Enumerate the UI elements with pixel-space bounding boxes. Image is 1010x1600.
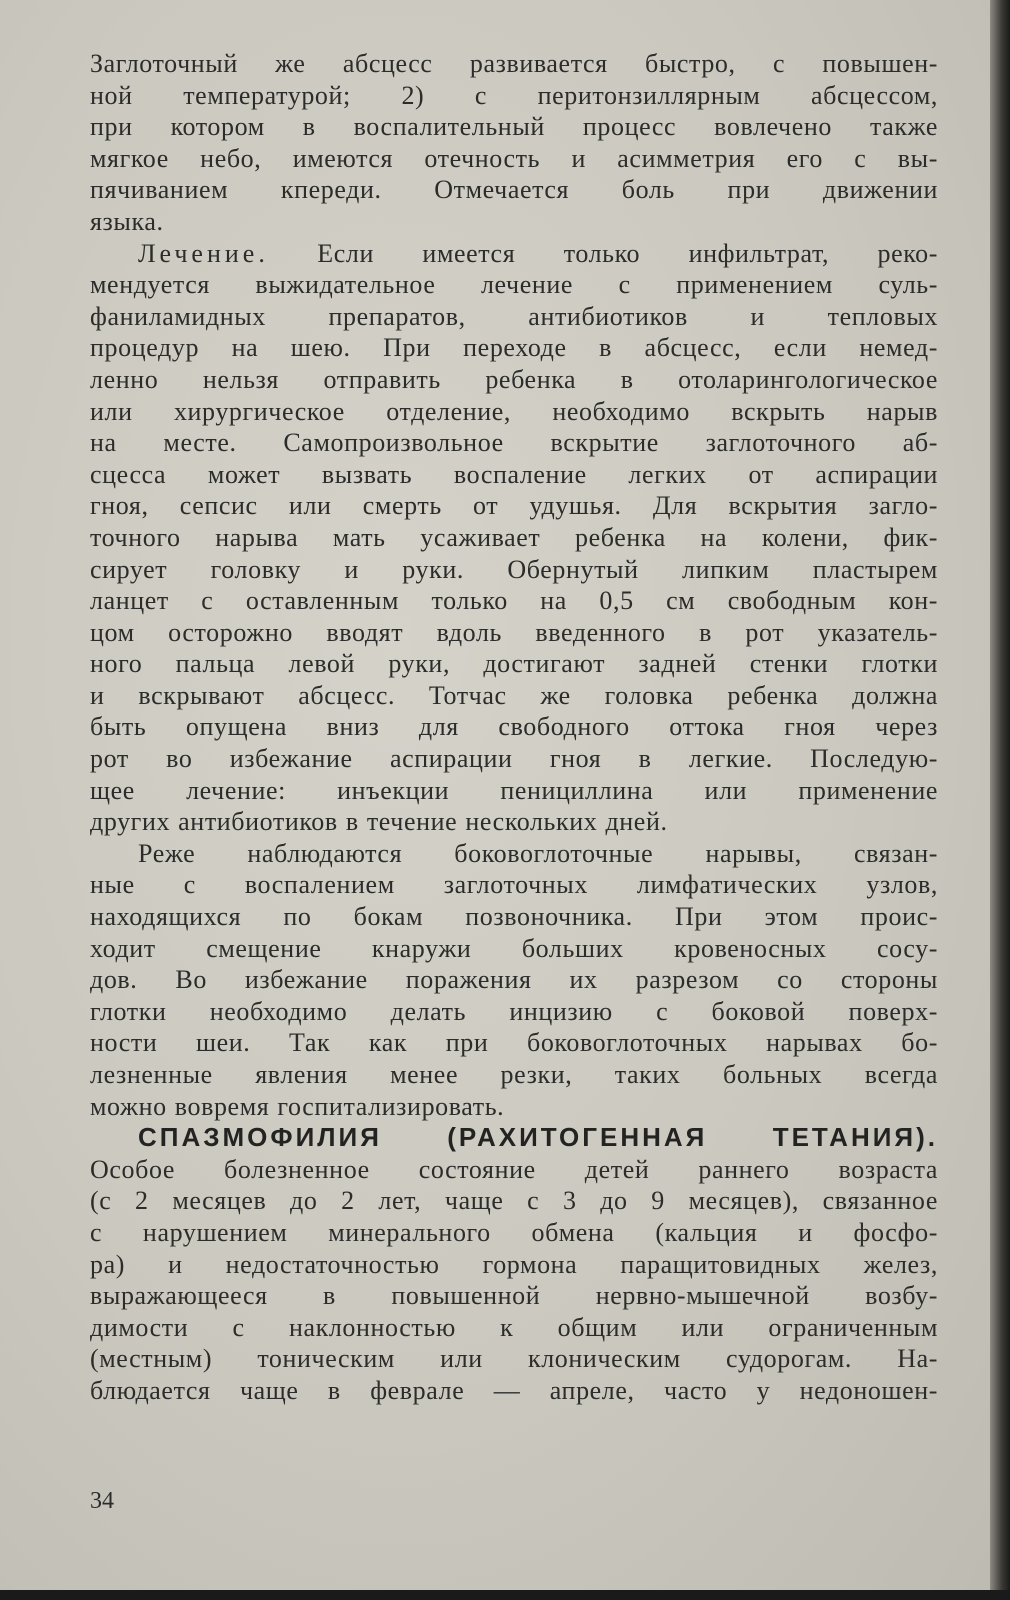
line-text: щее лечение: инъекции пенициллина или применение xyxy=(90,775,938,805)
section-heading: СПАЗМОФИЛИЯ (РАХИТОГЕННАЯ ТЕТАНИЯ). xyxy=(138,1122,938,1153)
text-line xyxy=(90,933,938,965)
text-line xyxy=(90,901,938,933)
line-text: пячиванием кпереди. Отмечается боль при движении xyxy=(90,175,938,205)
text-line xyxy=(90,1185,938,1217)
text-line xyxy=(90,111,938,143)
line-text: (с 2 месяцев до 2 лет, чаще с 3 до 9 месяцев), связанное xyxy=(90,1186,938,1216)
section-heading-line xyxy=(90,1122,938,1154)
text-line xyxy=(90,1343,938,1375)
text-line xyxy=(90,269,938,301)
text-line xyxy=(90,364,938,396)
line-text: мягкое небо, имеются отечность и асимметрия его с вы- xyxy=(90,143,938,173)
text-line xyxy=(90,711,938,743)
text-line xyxy=(90,743,938,775)
line-text: ной температурой; 2) с перитонзиллярным абсцессом, xyxy=(90,80,938,110)
text-line xyxy=(90,838,938,870)
text-line xyxy=(90,238,938,270)
text-line xyxy=(90,396,938,428)
line-text: с нарушением минерального обмена (кальция и фосфо- xyxy=(90,1217,938,1247)
text-line xyxy=(90,1312,938,1344)
text-line xyxy=(90,1027,938,1059)
line-text: димости с наклонностью к общим или ограниченным xyxy=(90,1312,938,1342)
line-text: процедур на шею. При переходе в абсцесс, если немед- xyxy=(90,333,938,363)
line-text: при котором в воспалительный процесс вовлечено также xyxy=(90,112,938,142)
text-line xyxy=(90,1280,938,1312)
line-text: можно вовремя госпитализировать. xyxy=(90,1091,505,1121)
text-line xyxy=(90,554,938,586)
paragraph-lead-word: Лечение. xyxy=(138,238,269,268)
line-text: сирует головку и руки. Обернутый липким пластырем xyxy=(90,554,938,584)
text-line xyxy=(90,206,938,238)
line-text: блюдается чаще в феврале — апреле, часто у недоношен- xyxy=(90,1375,938,1405)
line-text: языка. xyxy=(90,206,164,236)
line-text: ходит смещение кнаружи больших кровеносных сосу- xyxy=(90,933,938,963)
page-bottom-edge xyxy=(0,1590,1010,1600)
text-line xyxy=(90,585,938,617)
text-line xyxy=(90,1249,938,1281)
text-line xyxy=(90,775,938,807)
line-text: глотки необходимо делать инцизию с боковой поверх- xyxy=(90,996,938,1026)
text-line xyxy=(90,996,938,1028)
text-line xyxy=(90,490,938,522)
text-line xyxy=(90,964,938,996)
line-text: на месте. Самопроизвольное вскрытие заглоточного аб- xyxy=(90,428,938,458)
text-line xyxy=(90,332,938,364)
text-line xyxy=(90,1091,938,1123)
text-line xyxy=(90,80,938,112)
text-line xyxy=(90,617,938,649)
page-edge-shadow xyxy=(990,0,1010,1600)
line-text: ного пальца левой руки, достигают задней стенки глотки xyxy=(90,649,938,679)
line-text: Заглоточный же абсцесс развивается быстро, с повышен- xyxy=(90,49,938,78)
line-text: рот во избежание аспирации гноя в легкие. Последую- xyxy=(90,744,938,774)
line-text: и вскрывают абсцесс. Тотчас же головка ребенка должна xyxy=(90,680,938,710)
text-line xyxy=(90,459,938,491)
text-line xyxy=(90,806,938,838)
line-text: гноя, сепсис или смерть от удушья. Для вскрытия загло- xyxy=(90,491,938,521)
line-text: выражающееся в повышенной нервно-мышечной возбу- xyxy=(90,1281,938,1311)
line-text: или хирургическое отделение, необходимо вскрыть нарыв xyxy=(90,396,938,426)
line-text: Если имеется только инфильтрат, реко- xyxy=(268,238,938,268)
text-line xyxy=(90,522,938,554)
line-text: находящихся по бокам позвоночника. При этом проис- xyxy=(90,902,938,932)
line-text: лезненные явления менее резки, таких больных всегда xyxy=(90,1060,938,1089)
text-line xyxy=(90,174,938,206)
line-text: ности шеи. Так как при боковоглоточных нарывах бо- xyxy=(90,1028,938,1058)
text-line xyxy=(90,648,938,680)
text-line xyxy=(90,1154,938,1186)
line-text: других антибиотиков в течение нескольких дней. xyxy=(90,807,668,837)
line-text: ные с воспалением заглоточных лимфатических узлов, xyxy=(90,870,938,900)
page-body-text xyxy=(90,48,938,1407)
text-line xyxy=(90,869,938,901)
line-text: (местным) тоническим или клоническим судорогам. На- xyxy=(90,1344,938,1374)
text-line xyxy=(90,1059,938,1091)
line-text: цом осторожно вводят вдоль введенного в рот указатель- xyxy=(90,617,938,647)
text-line xyxy=(90,143,938,175)
line-text: дов. Во избежание поражения их разрезом со стороны xyxy=(90,965,938,995)
line-text: ра) и недостаточностью гормона паращитовидных желез, xyxy=(90,1249,938,1279)
page-number: 34 xyxy=(90,1488,114,1514)
text-line xyxy=(90,1375,938,1407)
line-text: сцесса может вызвать воспаление легких от аспирации xyxy=(90,459,938,489)
line-text: ленно нельзя отправить ребенка в отоларингологическое xyxy=(90,364,938,394)
line-text: быть опущена вниз для свободного оттока гноя через xyxy=(90,712,938,742)
line-text: ланцет с оставленным только на 0,5 см свободным кон- xyxy=(90,586,938,616)
text-line xyxy=(90,427,938,459)
text-line xyxy=(90,680,938,712)
text-line xyxy=(90,301,938,333)
line-text: фаниламидных препаратов, антибиотиков и тепловых xyxy=(90,301,938,331)
line-text: мендуется выжидательное лечение с применением суль- xyxy=(90,270,938,300)
text-line xyxy=(90,1217,938,1249)
line-text: Реже наблюдаются боковоглоточные нарывы, связан- xyxy=(138,838,938,868)
line-text: Особое болезненное состояние детей раннего возраста xyxy=(90,1154,938,1184)
text-line xyxy=(90,48,938,80)
line-text: точного нарыва мать усаживает ребенка на колени, фик- xyxy=(90,522,938,552)
